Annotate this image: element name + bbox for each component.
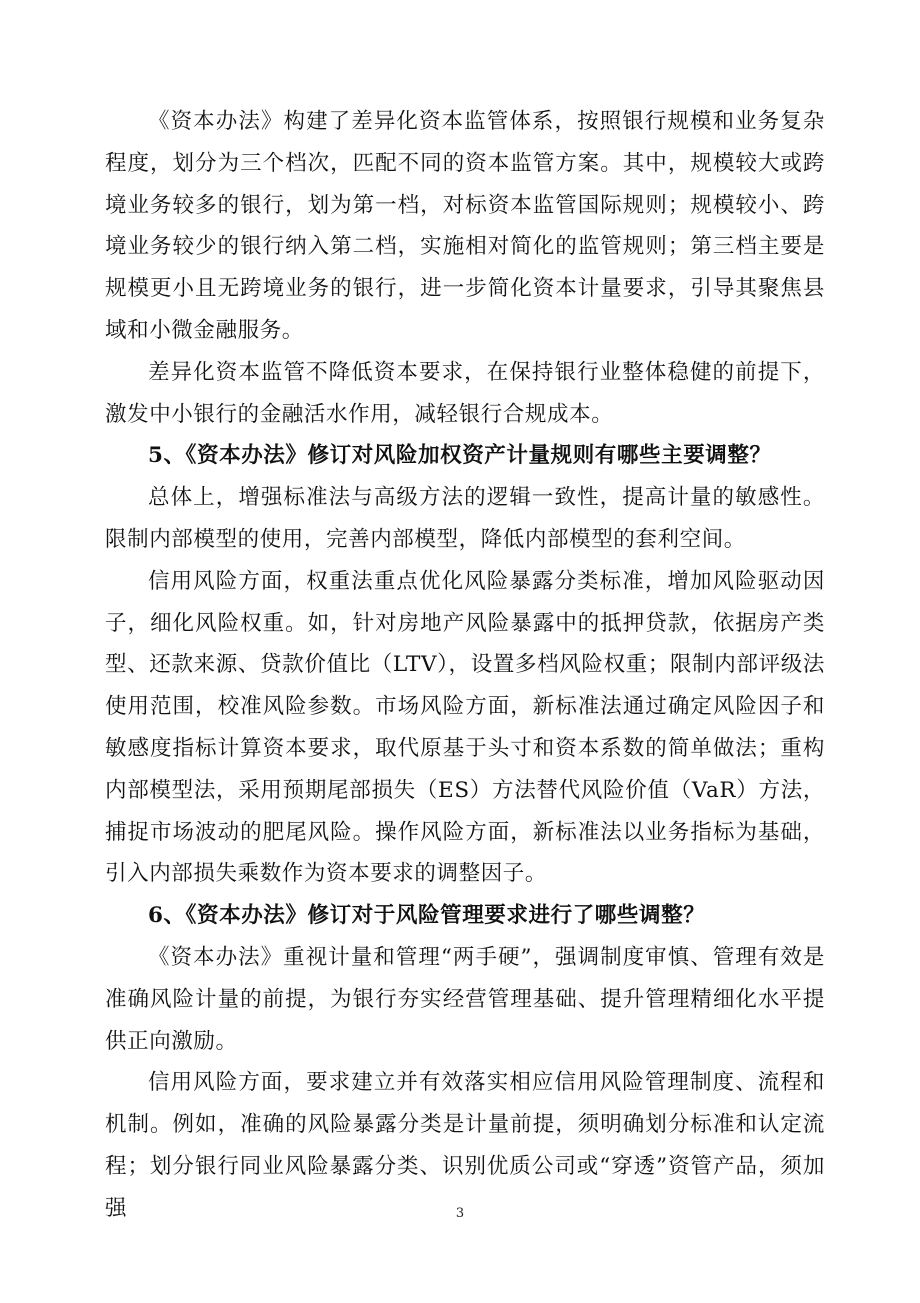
paragraph-credit-risk-management: 信用风险方面，要求建立并有效落实相应信用风险管理制度、流程和机制。例如，准确的风险暴露分类是计量前提，须明确划分标准和认定流程；划分银行同业风险暴露分类、识别优质公司或“穿透”资管产品，须加强 — [105, 1070, 825, 1221]
paragraph-differentiated-capital: 差异化资本监管不降低资本要求，在保持银行业整体稳健的前提下，激发中小银行的金融活水作用，减轻银行合规成本。 — [105, 359, 825, 427]
heading-question-6: 6、《资本办法》修订对于风险管理要求进行了哪些调整？ — [148, 903, 706, 929]
page-number: 3 — [455, 1206, 465, 1221]
paragraph-overall-adjustments: 总体上，增强标准法与高级方法的逻辑一致性，提高计量的敏感性。限制内部模型的使用，完善内部模型，降低内部模型的套利空间。 — [105, 485, 825, 552]
paragraph-tiered-supervision: 《资本办法》构建了差异化资本监管体系，按照银行规模和业务复杂程度，划分为三个档次，匹配不同的资本监管方案。其中，规模较大或跨境业务较多的银行，划为第一档，对标资本监管国际规则；规模较小、跨境业务较少的银行纳入第二档，实施相对简化的监管规则；第三档主要是规模更小且无跨境业务的银行，进一步简化资本计量要求，引导其聚焦县域和小微金融服务。 — [105, 109, 825, 343]
paragraph-risk-specific-adjustments: 信用风险方面，权重法重点优化风险暴露分类标准，增加风险驱动因子，细化风险权重。如，针对房地产风险暴露中的抵押贷款，依据房产类型、还款来源、贷款价值比（LTV），设置多档风险权重；限制内部评级法使用范围，校准风险参数。市场风险方面，新标准法通过确定风险因子和敏感度指标计算资本要求，取代原基于头寸和资本系数的简单做法；重构内部模型法，采用预期尾部损失（ES）方法替代风险价值（VaR）方法，捕捉市场波动的肥尾风险。操作风险方面，新标准法以业务指标为基础，引入内部损失乘数作为资本要求的调整因子。 — [105, 568, 825, 887]
heading-question-5: 5、《资本办法》修订对风险加权资产计量规则有哪些主要调整？ — [148, 443, 772, 469]
paragraph-measurement-and-management: 《资本办法》重视计量和管理“两手硬”，强调制度审慎、管理有效是准确风险计量的前提，为银行夯实经营管理基础、提升管理精细化水平提供正向激励。 — [105, 944, 825, 1054]
page-body — [105, 101, 825, 1230]
